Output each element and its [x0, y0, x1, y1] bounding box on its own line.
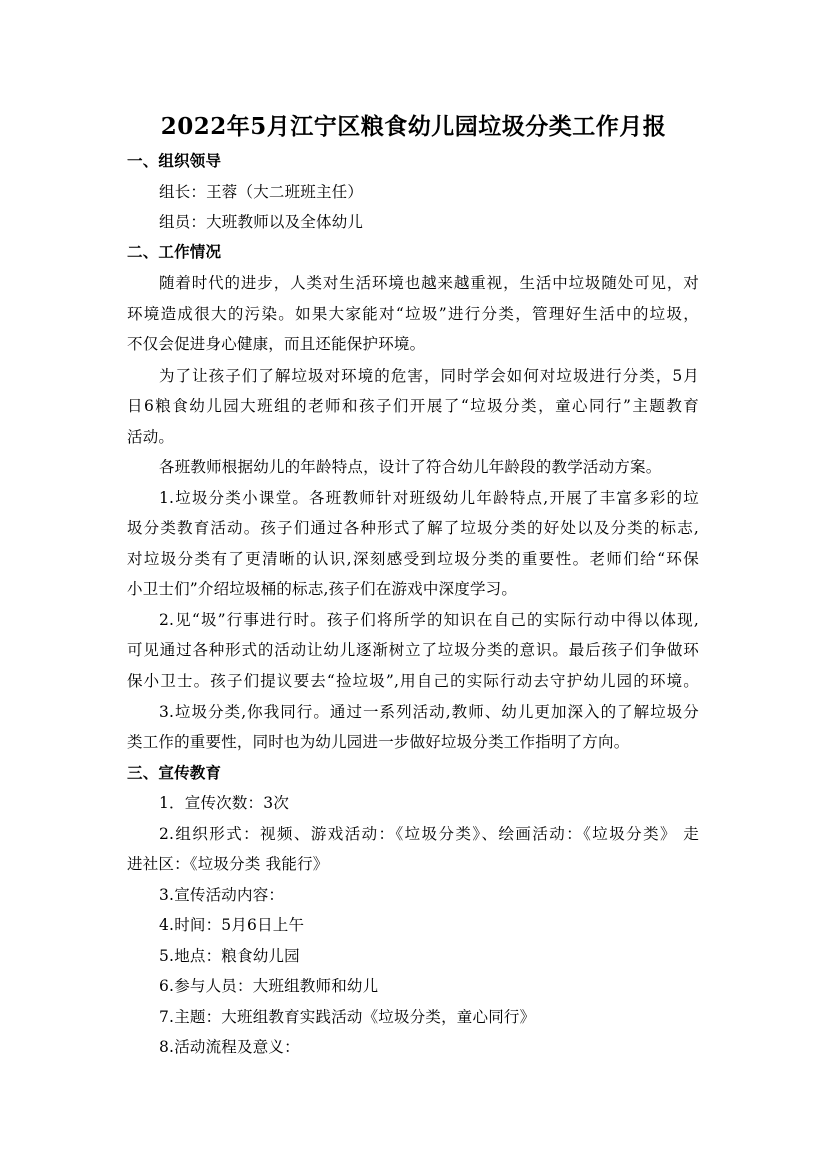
- members-line: 组员：大班教师以及全体幼儿: [159, 213, 364, 231]
- paragraph-line: 各班教师根据幼儿的年龄特点，设计了符合幼儿年龄段的教学活动方案。: [159, 458, 662, 476]
- paragraph-line: 小卫士们”介绍垃圾桶的标志,孩子们在游戏中深度学习。: [127, 580, 518, 598]
- paragraph-line: 类工作的重要性，同时也为幼儿园进一步做好垃圾分类工作指明了方向。: [127, 733, 630, 751]
- list-item: 8.活动流程及意义：: [159, 1038, 300, 1056]
- paragraph-line: 日6粮食幼儿园大班组的老师和孩子们开展了“垃圾分类，童心同行”主题教育: [127, 397, 699, 415]
- list-item: 5.地点：粮食幼儿园: [159, 947, 300, 965]
- list-item: 7.主题：大班组教育实践活动《垃圾分类，童心同行》: [159, 1008, 536, 1026]
- paragraph-line: 2.见“圾”行事进行时。孩子们将所学的知识在自己的实际行动中得以体现,: [159, 611, 699, 629]
- paragraph-line: 可见通过各种形式的活动让幼儿逐渐树立了垃圾分类的意识。最后孩子们争做环: [127, 641, 699, 659]
- list-item: 1．宣传次数：3次: [159, 794, 290, 812]
- section-heading-organization: 一、组织领导: [127, 151, 222, 170]
- paragraph-line: 圾分类教育活动。孩子们通过各种形式了解了垃圾分类的好处以及分类的标志,: [127, 519, 699, 537]
- paragraph-line: 对垃圾分类有了更清晰的认识,深刻感受到垃圾分类的重要性。老师们给“环保: [127, 550, 699, 568]
- list-item: 6.参与人员：大班组教师和幼儿: [159, 977, 379, 995]
- paragraph-line: 1.垃圾分类小课堂。各班教师针对班级幼儿年龄特点,开展了丰富多彩的垃: [159, 489, 699, 507]
- paragraph-line: 不仅会促进身心健康，而且还能保护环境。: [127, 335, 426, 353]
- list-item: 进社区：《垃圾分类 我能行》: [127, 855, 329, 873]
- report-title: 2022年5月江宁区粮食幼儿园垃圾分类工作月报: [160, 113, 667, 140]
- paragraph-line: 随着时代的进步，人类对生活环境也越来越重视，生活中垃圾随处可见，对: [159, 274, 699, 292]
- paragraph-line: 保小卫士。孩子们提议要去“捡垃圾”,用自己的实际行动去守护幼儿园的环境。: [127, 672, 699, 690]
- list-item: 3.宣传活动内容：: [159, 886, 285, 904]
- list-item: 2.组织形式：视频、游戏活动：《垃圾分类》、绘画活动：《垃圾分类》 走: [159, 825, 699, 843]
- paragraph-line: 活动。: [127, 428, 175, 446]
- paragraph-line: 为了让孩子们了解垃圾对环境的危害，同时学会如何对垃圾进行分类，5月: [159, 367, 699, 385]
- section-heading-work: 二、工作情况: [127, 242, 222, 261]
- section-heading-publicity: 三、宣传教育: [127, 763, 222, 782]
- paragraph-line: 环境造成很大的污染。如果大家能对“垃圾”进行分类，管理好生活中的垃圾，: [127, 305, 699, 323]
- list-item: 4.时间：5月6日上午: [159, 916, 305, 934]
- paragraph-line: 3.垃圾分类,你我同行。通过一系列活动,教师、幼儿更加深入的了解垃圾分: [159, 703, 699, 721]
- leader-line: 组长：王蓉（大二班班主任）: [159, 183, 364, 201]
